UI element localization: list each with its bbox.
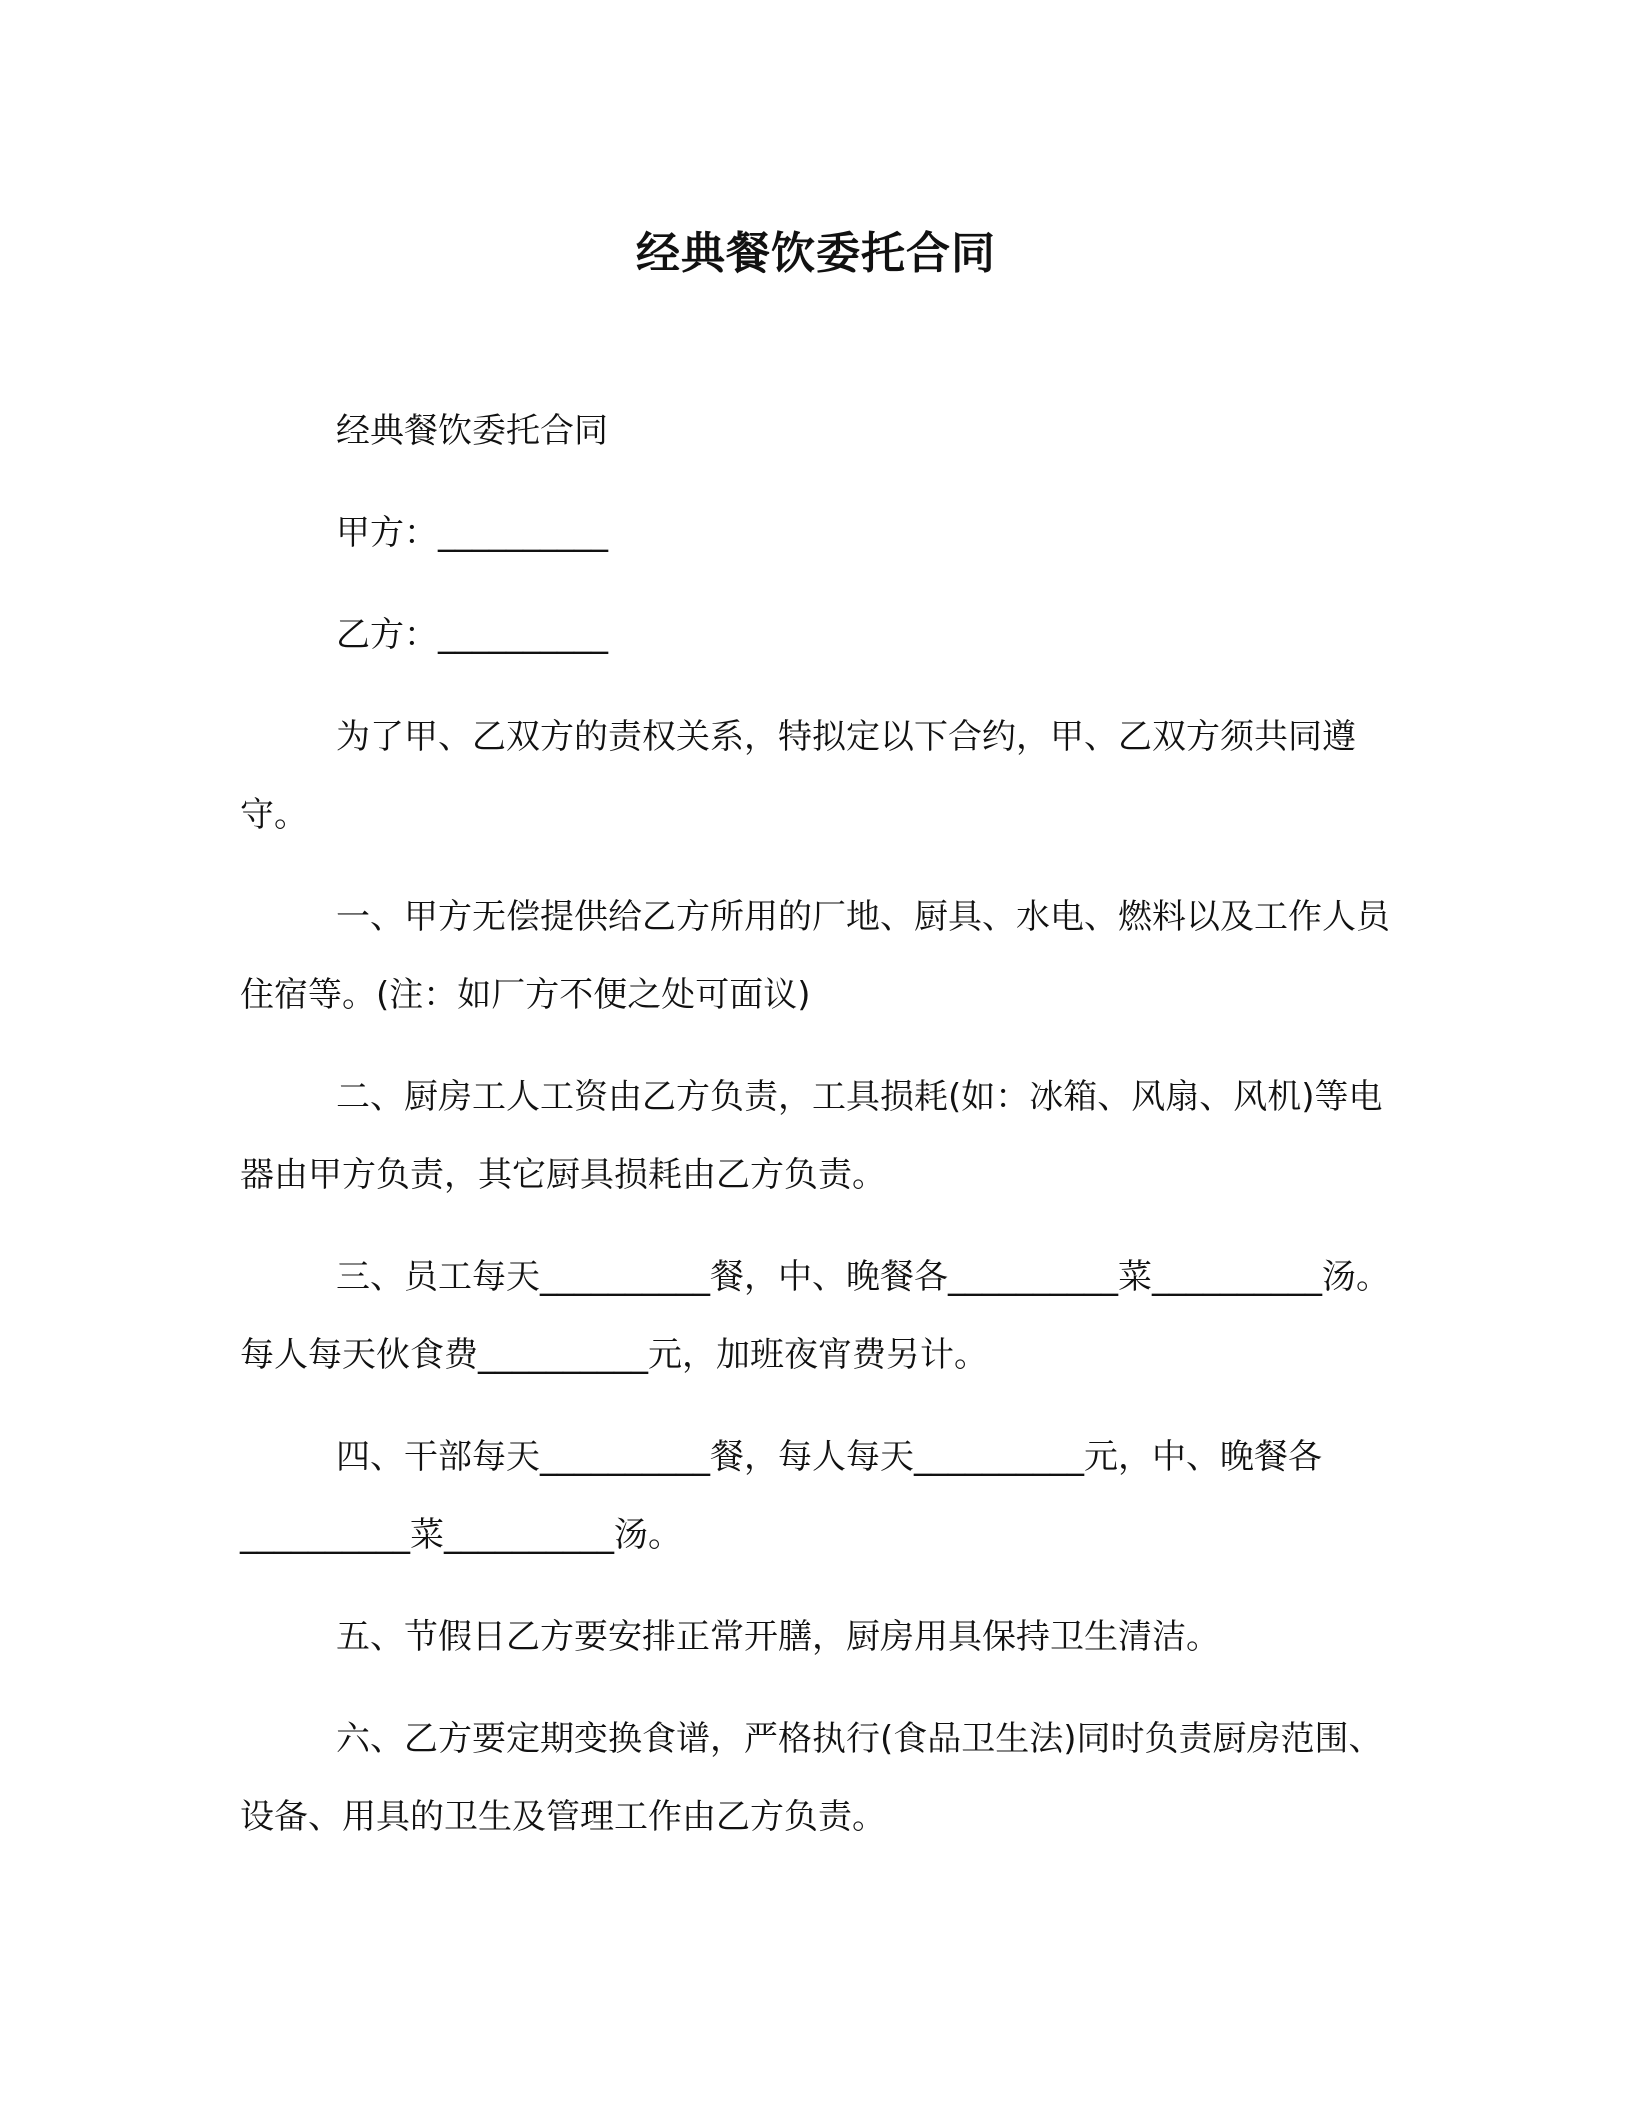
preamble-paragraph: 为了甲、乙双方的责权关系，特拟定以下合约，甲、乙双方须共同遵守。: [240, 717, 1356, 835]
document-title: 经典餐饮委托合同: [636, 228, 996, 279]
clause-6: 六、乙方要定期变换食谱，严格执行(食品卫生法)同时负责厨房范围、设备、用具的卫生及管理工作由乙方负责。: [240, 1719, 1383, 1837]
clause-4: 四、干部每天__________餐，每人每天__________元，中、晚餐各__________菜__________汤。: [240, 1437, 1322, 1555]
party-a-line: 甲方：__________: [336, 513, 608, 553]
clause-5: 五、节假日乙方要安排正常开膳，厨房用具保持卫生清洁。: [336, 1617, 1220, 1657]
clause-2: 二、厨房工人工资由乙方负责，工具损耗(如：冰箱、风扇、风机)等电器由甲方负责，其它厨具损耗由乙方负责。: [240, 1077, 1383, 1195]
party-b-line: 乙方：__________: [336, 615, 608, 655]
document-body: [240, 392, 1392, 1880]
document-subtitle: 经典餐饮委托合同: [336, 411, 608, 451]
clause-3: 三、员工每天__________餐，中、晚餐各__________菜__________汤。每人每天伙食费__________元，加班夜宵费另计。: [240, 1257, 1390, 1375]
clause-1: 一、甲方无偿提供给乙方所用的厂地、厨具、水电、燃料以及工作人员住宿等。(注：如厂方不便之处可面议): [240, 897, 1390, 1015]
